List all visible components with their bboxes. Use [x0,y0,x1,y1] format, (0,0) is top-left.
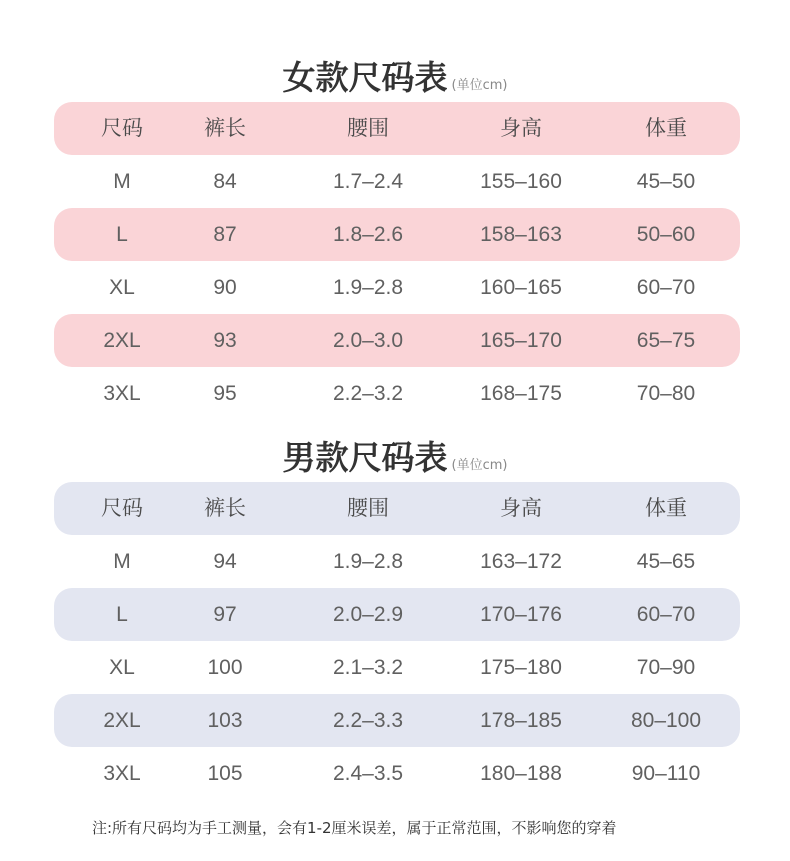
pants-length-cell: 95 [213,382,237,405]
pants-length-cell: 97 [213,603,237,626]
pants-length-cell: 93 [213,329,237,352]
pants-length-cell: 94 [213,550,237,573]
table-header-row [54,102,740,155]
height-cell: 165–170 [480,329,562,352]
size-cell: XL [109,276,135,299]
men-size-chart-title [0,432,790,479]
men-title-text: 男款尺码表 [282,438,448,477]
size-cell: L [116,603,128,626]
pants-length-cell: 90 [213,276,237,299]
waist-cell: 1.8–2.6 [332,223,404,246]
waist-cell: 2.2–3.2 [332,382,404,405]
waist-cell: 2.2–3.3 [332,709,404,732]
weight-cell: 60–70 [636,276,696,299]
header-waist: 腰围 [347,496,389,520]
weight-cell: 45–50 [636,170,696,193]
weight-cell: 50–60 [636,223,696,246]
height-cell: 160–165 [480,276,562,299]
size-cell: L [116,223,128,246]
table-row [54,208,740,261]
pants-length-cell: 87 [213,223,237,246]
header-weight: 体重 [645,496,687,520]
height-cell: 180–188 [480,762,562,785]
header-height: 身高 [500,116,542,140]
size-cell: XL [109,656,135,679]
women-size-chart-title [0,52,790,99]
height-cell: 170–176 [480,603,562,626]
height-cell: 178–185 [480,709,562,732]
men-size-table [54,482,740,800]
women-title-text: 女款尺码表 [282,58,448,97]
weight-cell: 90–110 [631,762,701,785]
header-height: 身高 [500,496,542,520]
waist-cell: 2.4–3.5 [332,762,404,785]
table-row [54,588,740,641]
header-weight: 体重 [645,116,687,140]
waist-cell: 2.0–2.9 [332,603,404,626]
waist-cell: 1.7–2.4 [332,170,404,193]
size-cell: M [113,550,131,573]
table-row [54,155,740,208]
height-cell: 168–175 [480,382,562,405]
waist-cell: 1.9–2.8 [332,550,404,573]
table-row [54,694,740,747]
size-cell: 3XL [103,382,141,405]
waist-cell: 2.0–3.0 [332,329,404,352]
pants-length-cell: 84 [213,170,237,193]
height-cell: 155–160 [480,170,562,193]
size-cell: 2XL [103,709,141,732]
women-unit-text: (单位cm) [451,78,508,93]
weight-cell: 45–65 [636,550,696,573]
pants-length-cell: 105 [207,762,243,785]
height-cell: 175–180 [480,656,562,679]
women-size-table [54,102,740,420]
pants-length-cell: 100 [207,656,243,679]
header-waist: 腰围 [347,116,389,140]
table-row [54,535,740,588]
table-row [54,261,740,314]
table-row [54,314,740,367]
table-row [54,747,740,800]
waist-cell: 2.1–3.2 [332,656,404,679]
weight-cell: 70–80 [636,382,696,405]
size-cell: 3XL [103,762,141,785]
waist-cell: 1.9–2.8 [332,276,404,299]
header-size: 尺码 [101,496,143,520]
weight-cell: 60–70 [636,603,696,626]
weight-cell: 65–75 [636,329,696,352]
header-pants-length: 裤长 [204,116,246,140]
pants-length-cell: 103 [207,709,243,732]
header-pants-length: 裤长 [204,496,246,520]
weight-cell: 70–90 [636,656,696,679]
measurement-note: 注:所有尺码均为手工测量，会有1-2厘米误差，属于正常范围，不影响您的穿着 [92,819,617,837]
height-cell: 163–172 [480,550,562,573]
size-cell: 2XL [103,329,141,352]
table-row [54,641,740,694]
men-unit-text: (单位cm) [451,458,508,473]
header-size: 尺码 [101,116,143,140]
table-row [54,367,740,420]
weight-cell: 80–100 [630,709,702,732]
height-cell: 158–163 [480,223,562,246]
table-header-row [54,482,740,535]
size-cell: M [113,170,131,193]
